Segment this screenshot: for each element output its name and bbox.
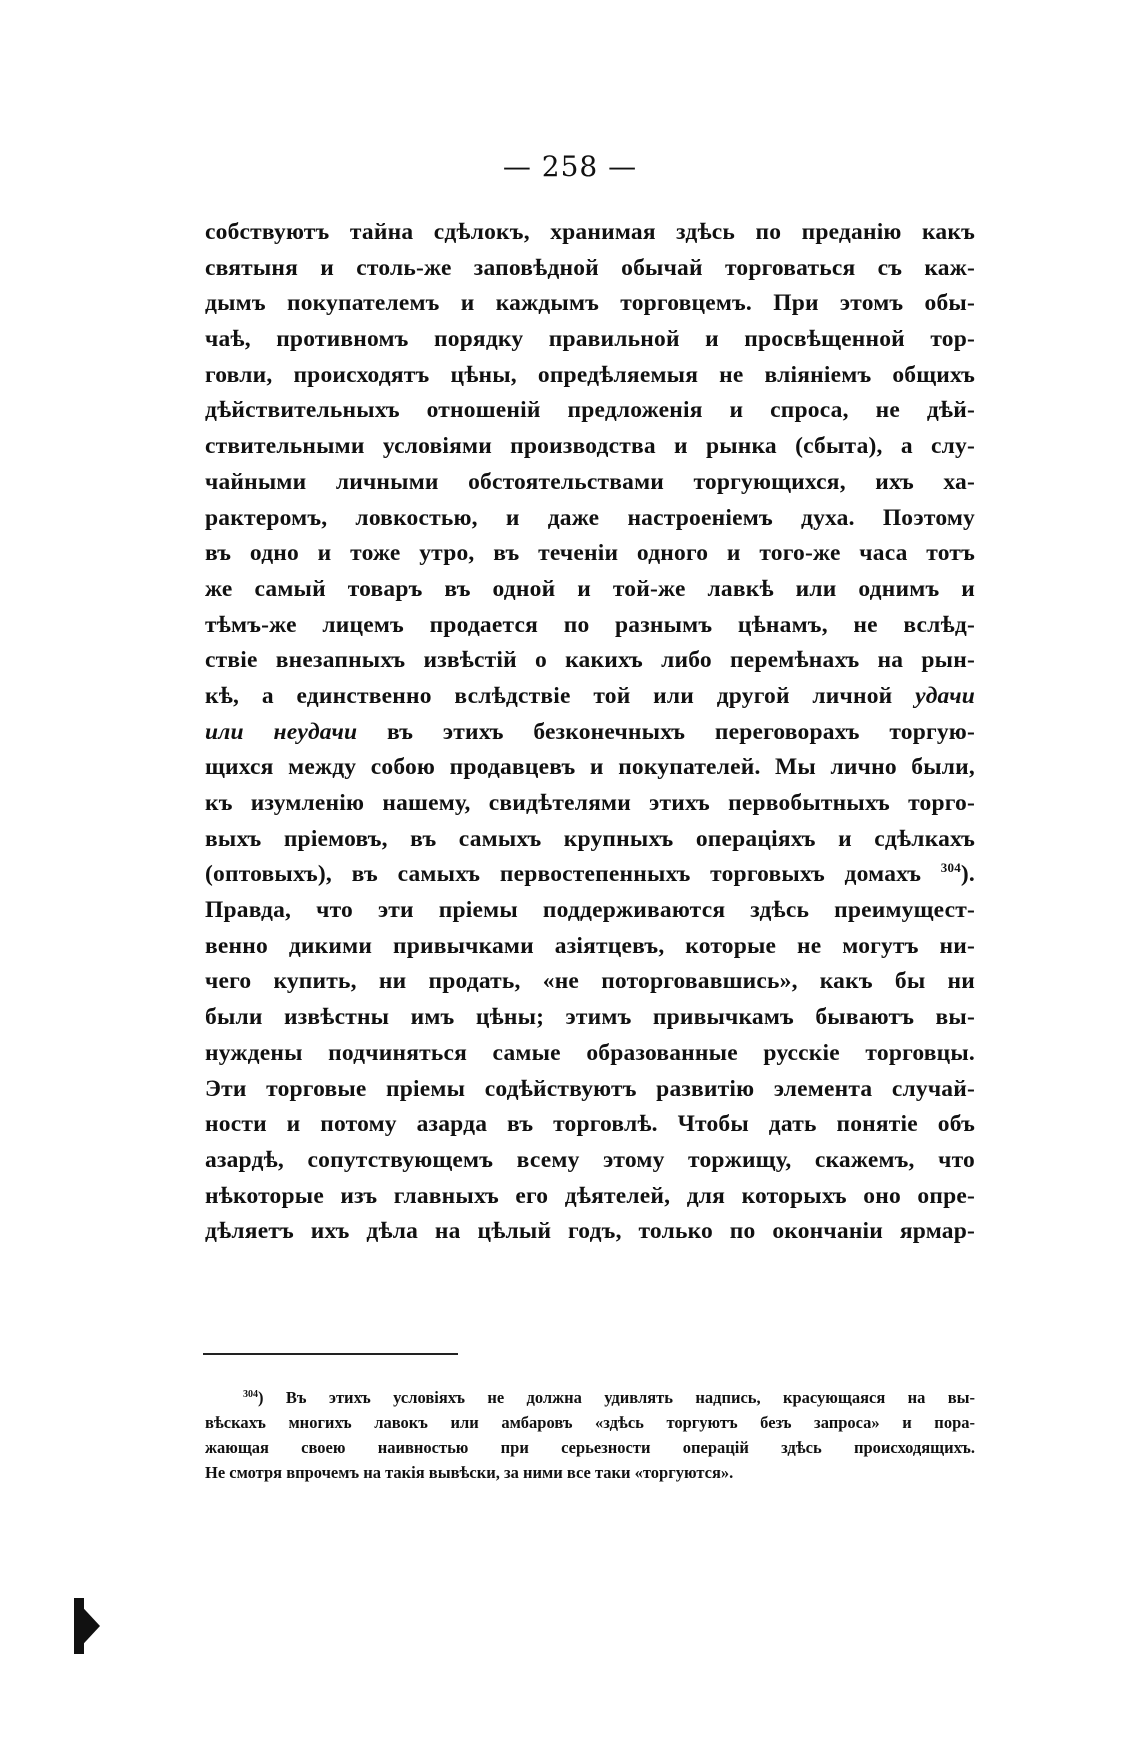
text-line: дымъ покупателемъ и каждымъ торговцемъ. При этомъ обы- xyxy=(205,290,975,317)
page-number: — 258 — xyxy=(502,150,638,183)
text-line: щихся между собою продавцевъ и покупателей. Мы лично были, xyxy=(205,754,975,781)
text-line xyxy=(205,715,975,751)
text-line: тѣмъ-же лицемъ продается по разнымъ цѣнамъ, не вслѣд- xyxy=(205,611,975,638)
text-line: ствительными условіями производства и рынка (сбыта), а слу- xyxy=(205,433,975,460)
footnote-reference[interactable]: 304 xyxy=(940,860,961,876)
text-line xyxy=(205,679,975,715)
text-line: дѣляетъ ихъ дѣла на цѣлый годъ, только по окончаніи ярмар- xyxy=(205,1218,975,1245)
text-line: нуждены подчиняться самые образованные русскіе торговцы. xyxy=(205,1039,975,1066)
footnote-marker: 304 xyxy=(243,1389,258,1400)
text-line xyxy=(205,857,975,893)
text-segment: ). xyxy=(960,861,976,888)
text-segment: безконечныхъ переговорахъ торгую- xyxy=(533,718,975,745)
text-line: чего купить, ни продать, «не поторговавшись», какъ бы ни xyxy=(205,968,975,995)
text-line: ности и потому азарда въ торговлѣ. Чтобы дать понятіе объ xyxy=(205,1111,975,1138)
text-segment: кѣ, а единственно вслѣдствіе той или другой личной xyxy=(205,682,893,709)
text-line: были извѣстны имъ цѣны; этимъ привычкамъ бываютъ вы- xyxy=(205,1004,975,1031)
text-line: говли, происходятъ цѣны, опредѣляемыя не вліяніемъ общихъ xyxy=(205,361,975,388)
text-line: выхъ пріемовъ, въ самыхъ крупныхъ операціяхъ и сдѣлкахъ xyxy=(205,825,975,852)
footnote-line: Не смотря впрочемъ на такія вывѣски, за ними все таки «торгуются». xyxy=(205,1463,734,1482)
text-line: венно дикими привычками азіятцевъ, которые не могутъ ни- xyxy=(205,932,975,959)
text-line: нѣкоторые изъ главныхъ его дѣятелей, для которыхъ оно опре- xyxy=(205,1182,975,1209)
text-line: собствуютъ тайна сдѣлокъ, хранимая здѣсь по преданію какъ xyxy=(205,219,975,245)
text-line: святыня и столь-же заповѣдной обычай торговаться съ каж- xyxy=(205,254,975,281)
footnote-text: ) Въ этихъ условіяхъ не должна удивлять надпись, красующаяся на вы- xyxy=(258,1388,975,1407)
text-line: ствіе внезапныхъ извѣстій о какихъ либо перемѣнахъ на рын- xyxy=(205,647,975,674)
text-line: чайными личными обстоятельствами торгующихся, ихъ ха- xyxy=(205,468,975,495)
text-line: рактеромъ, ловкостью, и даже настроеніемъ духа. Поэтому xyxy=(205,504,975,531)
text-line: азардѣ, сопутствующемъ всему этому торжищу, скажемъ, что xyxy=(205,1146,975,1173)
text-segment: (оптовыхъ), въ самыхъ первостепенныхъ торговыхъ домахъ xyxy=(205,861,922,888)
text-line: дѣйствительныхъ отношеній предложенія и спроса, не дѣй- xyxy=(205,397,975,424)
text-line: чаѣ, противномъ порядку правильной и просвѣщенной тор- xyxy=(205,326,975,353)
italic-word: удачи xyxy=(915,682,976,709)
footnote xyxy=(205,1385,975,1485)
text-line: Правда, что эти пріемы поддерживаются здѣсь преимущест- xyxy=(205,897,975,924)
footnote-line: вѣскахъ многихъ лавокъ или амбаровъ «здѣсь торгуютъ безъ запроса» и пора- xyxy=(205,1413,975,1432)
text-line: Эти торговые пріемы содѣйствуютъ развитію элемента случай- xyxy=(205,1075,975,1102)
text-line: же самый товаръ въ одной и той-же лавкѣ или однимъ и xyxy=(205,575,975,602)
footnote-divider xyxy=(203,1353,458,1355)
text-line: къ изумленію нашему, свидѣтелями этихъ первобытныхъ торго- xyxy=(205,790,975,816)
main-text xyxy=(205,215,975,1250)
footnote-line xyxy=(205,1385,975,1410)
text-line: въ одно и тоже утро, въ теченіи одного и того-же часа тотъ xyxy=(205,540,975,567)
footnote-line: жающая своею наивностью при серьезности операцій здѣсь происходящихъ. xyxy=(205,1438,975,1457)
text-segment: въ этихъ xyxy=(386,718,504,745)
page-edge-mark-tip xyxy=(74,1598,100,1654)
italic-phrase: или неудачи xyxy=(205,718,358,745)
